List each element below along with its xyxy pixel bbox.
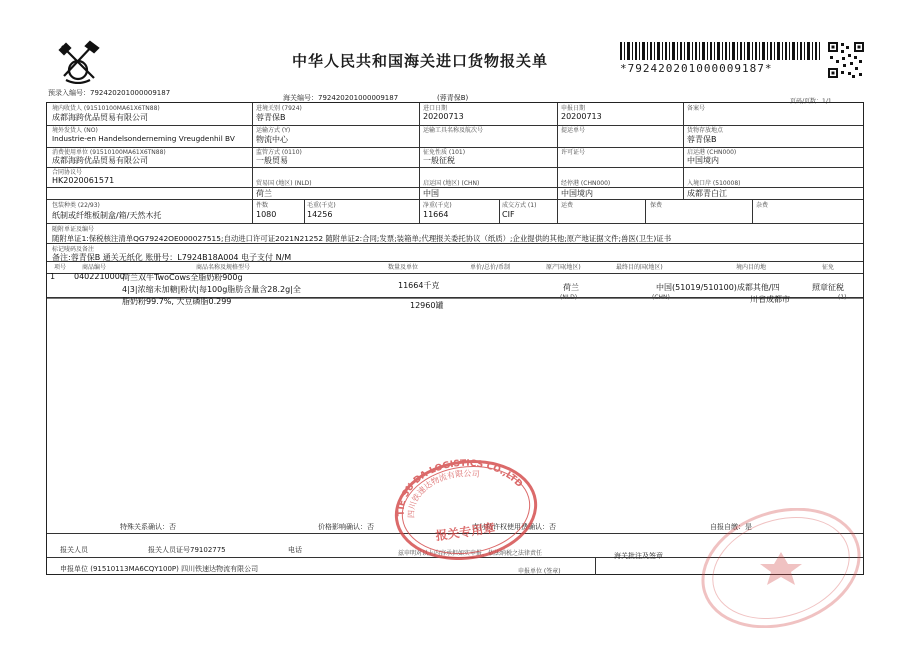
freight-label: 运费 <box>561 202 574 209</box>
barcode-text: *792420201000009187* <box>620 62 773 75</box>
storage-label: 货物存放地点 <box>687 127 724 134</box>
price-impact-confirm: 价格影响确认：否 <box>318 523 374 531</box>
pre-entry-number: 预录入编号：792420201000009187 <box>48 89 171 97</box>
entry-port-label: 进境关别 (7924) <box>256 105 302 112</box>
customs-office: (蓉青保B) <box>437 94 469 102</box>
levy-nature-value: 一般征税 <box>423 156 455 165</box>
departure-port-label: 启运港 (CHN000) <box>687 149 737 156</box>
company-seal-stamp <box>392 456 543 560</box>
declaring-unit: 申报单位 (91510113MA6CQY100P) 四川铁速达物流有限公司 <box>60 565 259 573</box>
col-goods-name: 商品名称及规格型号 <box>196 264 251 271</box>
col-item-no: 项号 <box>54 264 67 271</box>
trade-country-value: 荷兰 <box>256 189 272 198</box>
contract-value: HK2020061571 <box>52 176 115 185</box>
col-origin: 原产国(地区) <box>546 264 581 271</box>
declaring-unit-seal-label: 申报单位 (签章) <box>518 568 561 575</box>
import-date-label: 进口日期 <box>423 105 448 112</box>
vessel-label: 运输工具名称及航次号 <box>423 127 484 134</box>
dest-domestic-line2: 川省成都市 <box>750 295 790 304</box>
gross-weight-label: 毛重(千克) <box>307 202 336 209</box>
page-info: 页码/页数：1/1 <box>790 98 832 105</box>
barcode-icon <box>620 42 820 60</box>
self-pay-confirm: 自报自缴：是 <box>710 523 752 531</box>
consignee-value: 成都海跨优品贸易有限公司 <box>52 113 148 122</box>
declare-date-label: 申报日期 <box>561 105 586 112</box>
qr-code-icon <box>828 42 864 78</box>
import-date-value: 20200713 <box>423 112 464 121</box>
marks-label: 标记唛码及备注 <box>52 246 95 253</box>
customs-seal-stamp <box>696 508 866 628</box>
quantity-primary: 11664千克 <box>398 281 440 290</box>
levy-method-code: (1) <box>838 294 847 301</box>
net-weight-value: 11664 <box>423 210 449 219</box>
consignee-label: 境内收货人 (91510100MA61X6TN88) <box>52 105 160 112</box>
dest-country-name: 中国 <box>656 283 672 292</box>
goods-name-line2: 4|3|浓缩未加糖|粉状|每100g脂肪含量含28.2g|全 <box>122 285 301 294</box>
record-no-label: 备案号 <box>687 105 706 112</box>
package-label: 包装种类 (22/93) <box>52 202 100 209</box>
customs-emblem-icon <box>56 40 102 84</box>
origin-country-name: 荷兰 <box>563 283 579 292</box>
customs-number: 海关编号：792420201000009187 <box>283 94 399 102</box>
hs-code: 0402210000 <box>74 272 125 281</box>
transport-value: 物流中心 <box>256 135 288 144</box>
storage-value: 蓉青保B <box>687 135 717 144</box>
pieces-value: 1080 <box>256 210 277 219</box>
stamp-center-text: 报关专用章 <box>434 520 497 544</box>
goods-name-line1: 荷兰双牛TwoCows全脂奶粉900g <box>122 273 243 282</box>
transit-port-label: 经停港 (CHN000) <box>561 180 611 187</box>
customs-remarks-label: 海关批注及签章 <box>614 552 663 560</box>
contract-label: 合同协议号 <box>52 169 83 176</box>
royalty-confirm: 支付特许权使用费确认：否 <box>472 523 556 531</box>
misc-fee-label: 杂费 <box>756 202 769 209</box>
departure-port-value: 中国境内 <box>687 156 719 165</box>
col-dest-country: 最终目的国(地区) <box>616 264 663 271</box>
col-levy: 征免 <box>822 264 835 271</box>
special-relation-confirm: 特殊关系确认：否 <box>120 523 176 531</box>
legal-statement: 兹申明对以上内容承担如实申报、依法纳税之法律责任 <box>398 550 543 557</box>
origin-country-label: 启运国 (地区) (CHN) <box>423 180 480 187</box>
levy-method: 照章征税 <box>812 283 844 292</box>
package-value: 纸制或纤维板制盒/箱/天然木托 <box>52 211 162 220</box>
documents-value: 随附单证1:保税核注清单QG79242OE000027515;自动进口许可证2021N21252 随附单证2:合同;发票;装箱单;代理报关委托协议（纸质）;企业提供的其他;原产地证据文件;兽医(卫生)证书 <box>52 234 672 243</box>
consumer-value: 成都海跨优品贸易有限公司 <box>52 156 148 165</box>
trade-country-label: 贸易国 (地区) (NLD) <box>256 180 312 187</box>
quantity-secondary: 12960罐 <box>410 301 444 310</box>
goods-name-line3: 脂奶粉99.7%, 大豆磷脂0.299 <box>122 297 232 306</box>
terms-label: 成交方式 (1) <box>502 202 537 209</box>
stamp-text-en: TIE SU DA LOGISTICS CO.,LTD <box>396 458 524 517</box>
declarant-cert: 报关人员证号79102775 <box>148 546 226 554</box>
terms-value: CIF <box>502 210 515 219</box>
entry-place-value: 成都青白江 <box>687 189 727 198</box>
entry-port-value: 蓉青保B <box>256 113 286 122</box>
transit-port-value: 中国境内 <box>561 189 593 198</box>
documents-label: 随附单证及编号 <box>52 226 95 233</box>
license-label: 许可证号 <box>561 149 586 156</box>
col-hs-code: 商品编号 <box>82 264 107 271</box>
dest-domestic-line1: (51019/510100)成都其他/四 <box>672 283 780 292</box>
phone-label: 电话 <box>288 546 302 554</box>
dest-country-code: (CHN) <box>652 294 670 301</box>
col-quantity: 数量及单位 <box>388 264 419 271</box>
entry-place-label: 入境口岸 (510008) <box>687 180 741 187</box>
shipper-label: 境外发货人 (NO) <box>52 127 98 134</box>
origin-country-value: 中国 <box>423 189 439 198</box>
insurance-label: 保费 <box>650 202 663 209</box>
supervision-value: 一般贸易 <box>256 156 288 165</box>
stamp-text-cn: 四川铁速达物流有限公司 <box>406 469 481 519</box>
declare-date-value: 20200713 <box>561 112 602 121</box>
marks-value: 备注:蓉青保B 通关无纸化 账册号：L7924B18A004 电子支付 N/M <box>52 253 292 262</box>
document-title: 中华人民共和国海关进口货物报关单 <box>292 52 549 70</box>
bl-label: 提运单号 <box>561 127 586 134</box>
levy-nature-label: 征免性质 (101) <box>423 149 466 156</box>
pieces-label: 件数 <box>256 202 269 209</box>
declarant-label: 报关人员 <box>60 546 88 554</box>
net-weight-label: 净重(千克) <box>423 202 452 209</box>
shipper-value: Industrie-en Handelsonderneming Vreugdenhil BV <box>52 134 235 143</box>
item-no: 1 <box>50 272 56 281</box>
transport-label: 运输方式 (Y) <box>256 127 291 134</box>
consumer-label: 消费使用单位 (91510100MA61X6TN88) <box>52 149 166 156</box>
col-price: 单价/总价/币制 <box>470 264 511 271</box>
gross-weight-value: 14256 <box>307 210 333 219</box>
col-dest-domestic: 境内目的地 <box>736 264 767 271</box>
origin-country-code: (NLD) <box>560 294 578 301</box>
supervision-label: 监管方式 (0110) <box>256 149 302 156</box>
